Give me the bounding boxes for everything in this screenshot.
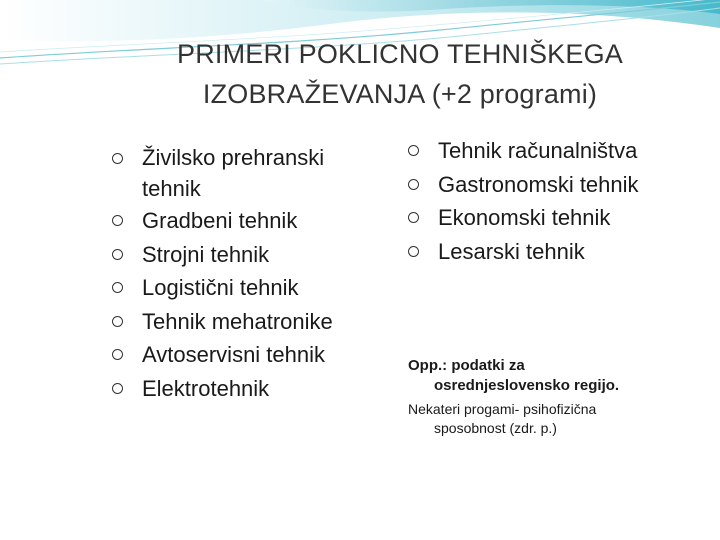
left-program-list (110, 142, 380, 405)
circle-bullet-icon (112, 282, 123, 293)
list-item-label: Tehnik mehatronike (142, 308, 333, 334)
circle-bullet-icon (112, 316, 123, 327)
list-item (110, 305, 380, 339)
list-item-label: Gradbeni tehnik (142, 208, 298, 233)
list-item-label: Tehnik računalništva (438, 138, 638, 163)
circle-bullet-icon (112, 249, 123, 260)
list-item (110, 142, 380, 204)
slide-title-line-1: PRIMERI POKLICNO TEHNIŠKEGA (177, 39, 623, 69)
circle-bullet-icon (408, 212, 419, 223)
list-item-label: Elektrotehnik (142, 375, 270, 401)
fitness-note (408, 400, 708, 438)
list-item (110, 372, 380, 406)
circle-bullet-icon (112, 215, 123, 226)
list-item-label: Živilsko prehranski (142, 145, 325, 170)
slide-title-line-2: IZOBRAŽEVANJA (+2 programi) (202, 79, 598, 109)
list-item-label: Gastronomski tehnik (438, 171, 639, 197)
list-item (110, 238, 380, 272)
list-item-label: Lesarski tehnik (438, 238, 585, 264)
list-item-label-continued: tehnik (142, 176, 201, 201)
circle-bullet-icon (408, 246, 419, 257)
region-note (408, 356, 708, 396)
list-item-label: Strojni tehnik (142, 241, 270, 267)
fitness-note-line-1: Nekateri progami- psihofizična (408, 401, 597, 417)
circle-bullet-icon (408, 179, 419, 190)
list-item (406, 168, 706, 202)
slide-title (100, 34, 700, 114)
list-item-label: Logistični tehnik (142, 275, 299, 300)
fitness-note-line-2: sposobnost (zdr. p.) (434, 420, 557, 436)
right-program-list (406, 134, 706, 268)
circle-bullet-icon (112, 383, 123, 394)
circle-bullet-icon (408, 145, 419, 156)
list-item (406, 134, 706, 168)
list-item-label: Ekonomski tehnik (438, 205, 611, 230)
circle-bullet-icon (112, 153, 123, 164)
region-note-line-2: osrednjeslovensko regijo. (434, 377, 620, 394)
list-item (110, 204, 380, 238)
list-item (110, 338, 380, 372)
list-item (110, 271, 380, 305)
list-item (406, 201, 706, 235)
list-item (406, 235, 706, 269)
circle-bullet-icon (112, 349, 123, 360)
region-note-line-1: Opp.: podatki za (408, 357, 525, 374)
list-item-label: Avtoservisni tehnik (142, 342, 326, 367)
